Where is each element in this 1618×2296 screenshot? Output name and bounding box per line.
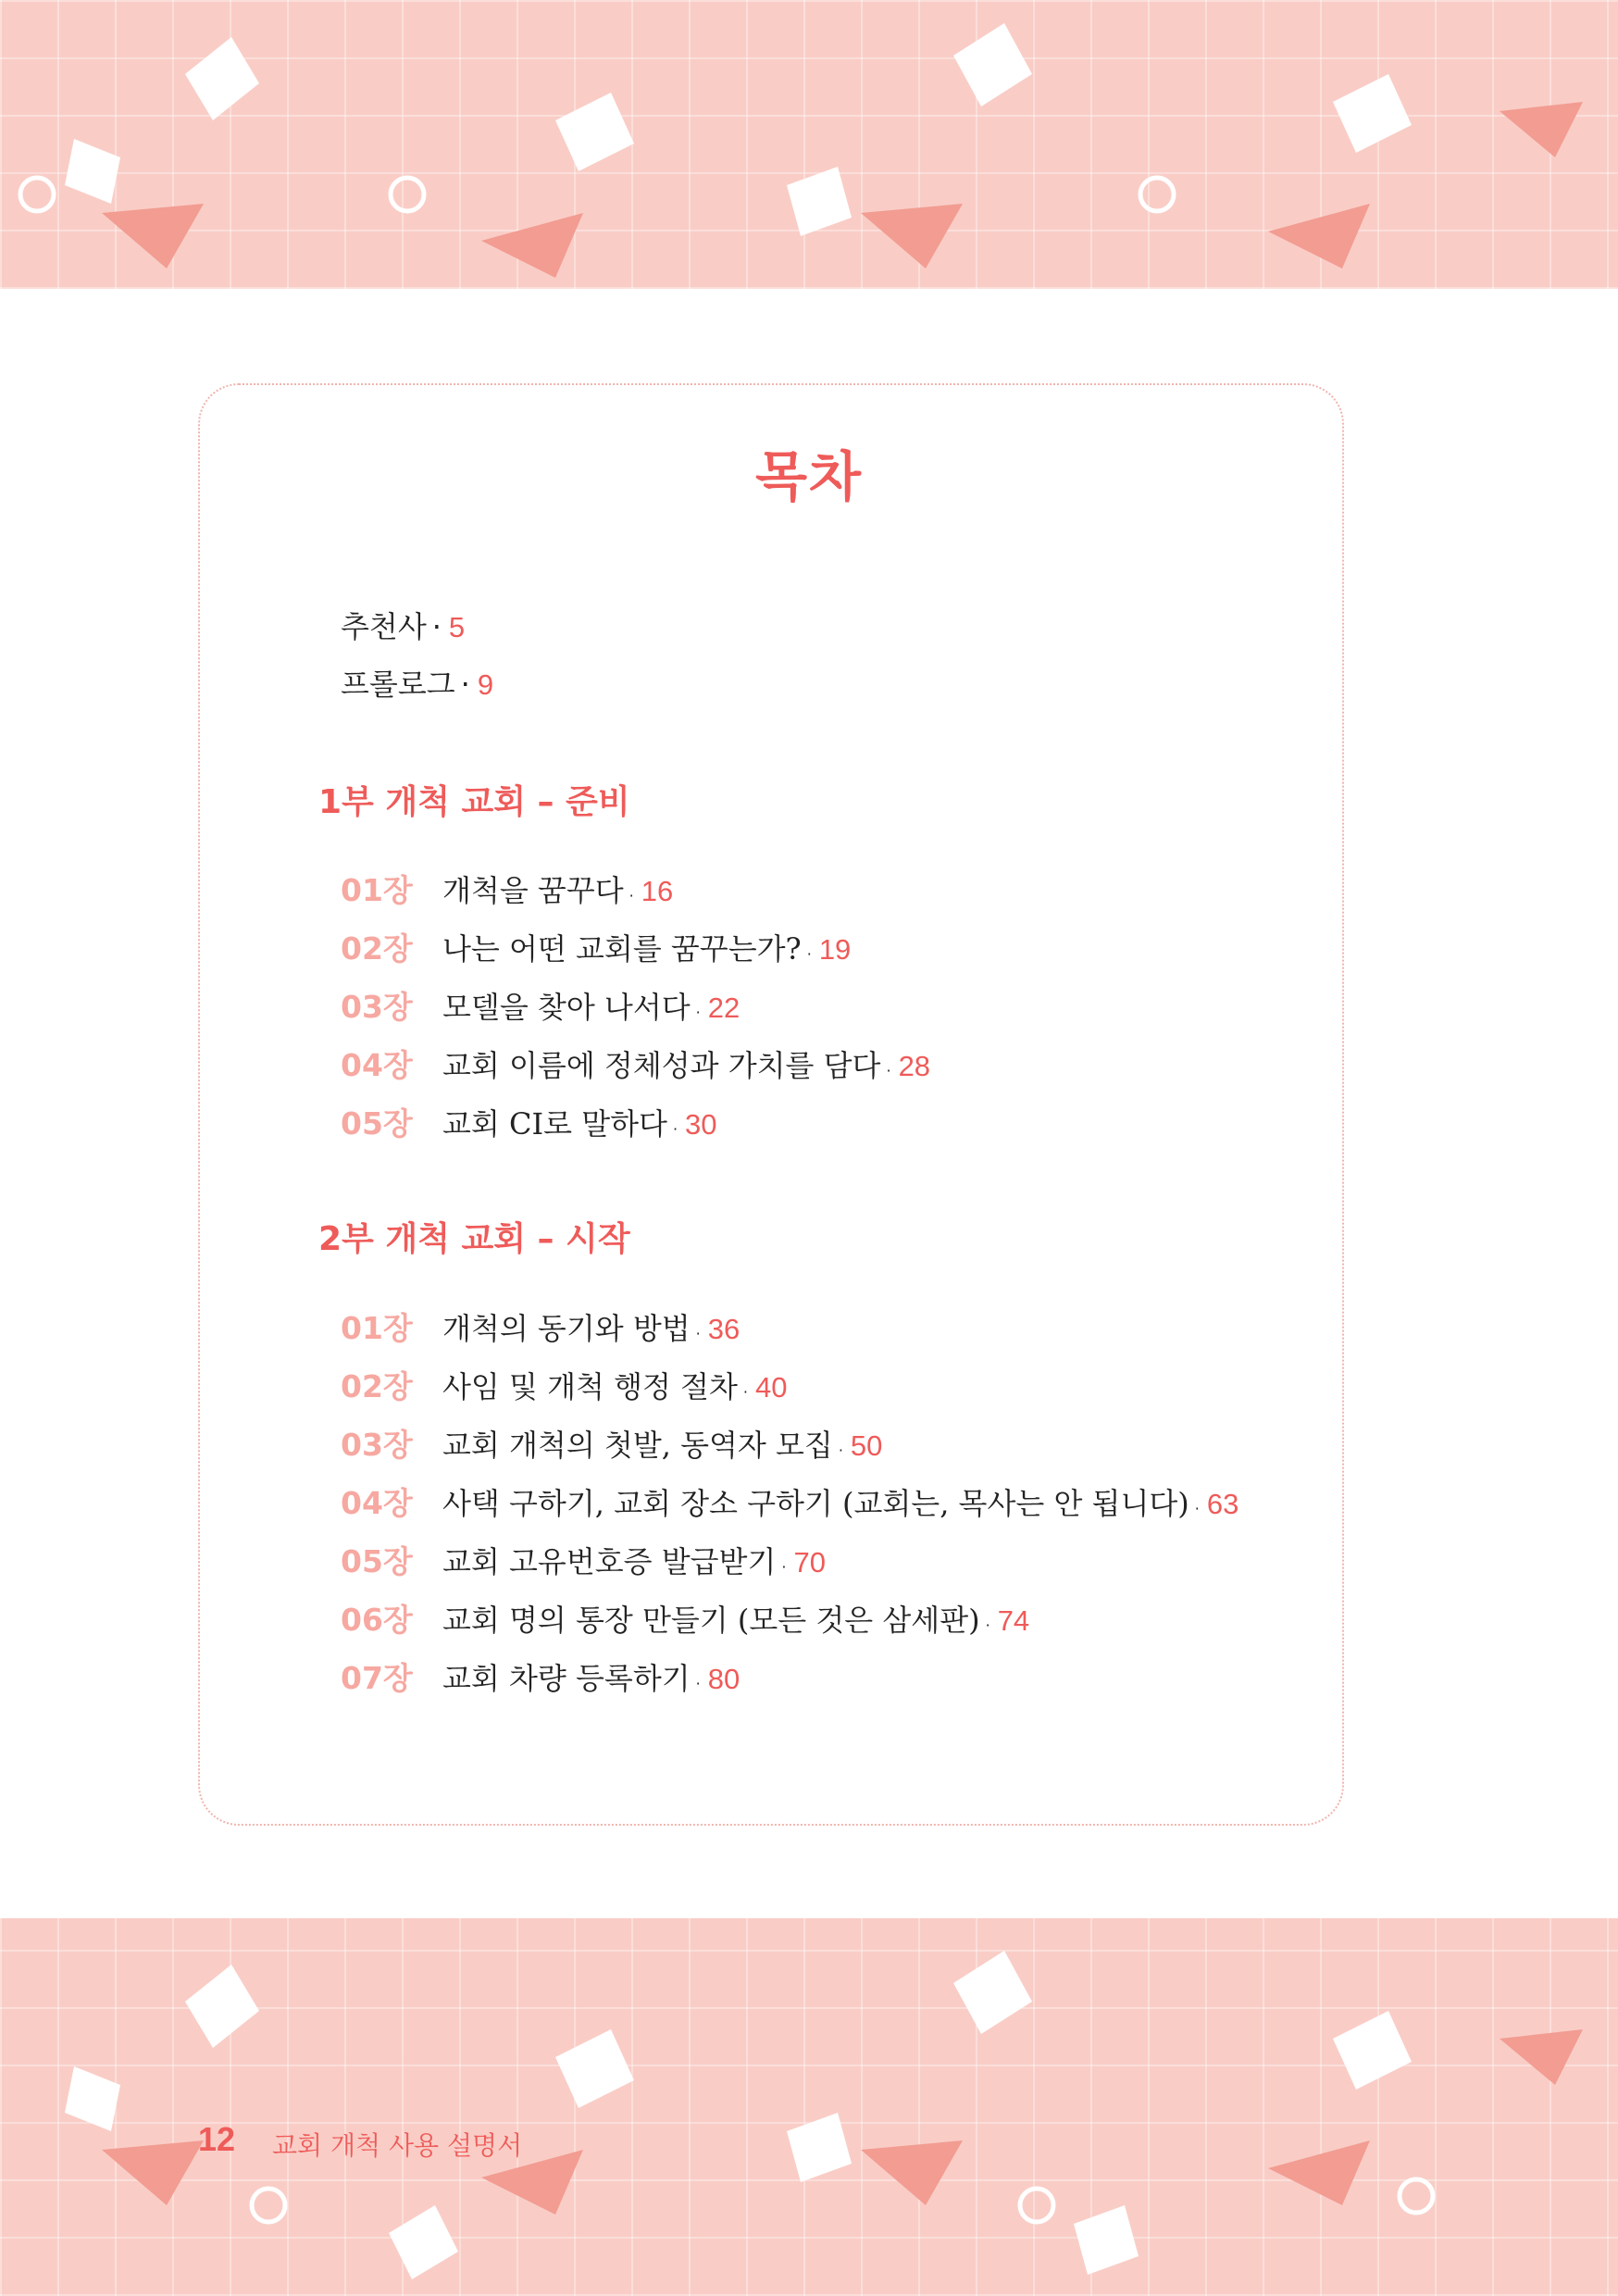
chapter-title: 사임 및 개척 행정 절차 — [442, 1369, 738, 1404]
chapter-number: 01장 — [341, 1310, 413, 1346]
chapter-entry[interactable] — [341, 1421, 882, 1466]
separator: · — [460, 667, 470, 702]
chapter-number: 05장 — [341, 1543, 413, 1579]
chapter-title: 교회 차량 등록하기 — [442, 1661, 691, 1696]
separator: · — [695, 1325, 701, 1342]
part-heading: 2부 개척 교회 – 시작 — [318, 1220, 630, 1258]
chapter-number: 02장 — [341, 930, 413, 967]
chapter-entry[interactable] — [341, 1304, 740, 1349]
separator: · — [1194, 1500, 1200, 1517]
chapter-entry[interactable] — [341, 925, 851, 969]
chapter-number: 02장 — [341, 1368, 413, 1404]
front-matter-item[interactable] — [341, 604, 465, 646]
separator: · — [695, 1004, 701, 1021]
chapter-entry[interactable] — [341, 867, 673, 911]
page-number: 28 — [898, 1050, 931, 1082]
chapter-title: 교회 고유번호증 발급받기 — [442, 1544, 777, 1579]
part-heading: 1부 개척 교회 – 준비 — [318, 783, 630, 821]
chapter-title: 교회 명의 통장 만들기 (모든 것은 삼세판) — [442, 1603, 980, 1638]
page-number: 22 — [707, 992, 741, 1024]
page-number: 74 — [997, 1604, 1030, 1637]
chapter-number: 05장 — [341, 1105, 413, 1142]
chapter-title: 교회 이름에 정체성과 가치를 담다 — [442, 1048, 881, 1083]
page-number: 50 — [850, 1429, 883, 1462]
chapter-number: 03장 — [341, 1427, 413, 1463]
page-number: 19 — [818, 933, 852, 966]
separator: · — [742, 1383, 748, 1401]
chapter-title: 개척의 동기와 방법 — [442, 1311, 691, 1346]
separator: · — [431, 609, 442, 644]
chapter-entry[interactable] — [341, 1479, 1238, 1524]
toc-title: 목차 — [754, 445, 864, 508]
chapter-entry[interactable] — [341, 1100, 717, 1144]
chapter-number: 07장 — [341, 1660, 413, 1696]
chapter-title: 사택 구하기, 교회 장소 구하기 (교회는, 목사는 안 됩니다) — [442, 1486, 1189, 1521]
chapter-number: 01장 — [341, 872, 413, 908]
separator: · — [886, 1062, 891, 1079]
page-number: 63 — [1206, 1488, 1239, 1520]
page-number: 5 — [448, 611, 466, 643]
chapter-title: 나는 어떤 교회를 꿈꾸는가? — [442, 931, 802, 967]
page-number: 70 — [793, 1546, 826, 1578]
page-number: 16 — [641, 875, 674, 907]
page-number: 9 — [477, 668, 494, 701]
chapter-entry[interactable] — [341, 1538, 826, 1582]
top-pattern-band — [0, 0, 1618, 289]
chapter-number: 06장 — [341, 1602, 413, 1638]
page-number: 30 — [685, 1108, 717, 1141]
chapter-entry[interactable] — [341, 1363, 787, 1407]
separator: · — [806, 945, 812, 963]
chapter-title: 교회 개척의 첫발, 동역자 모집 — [442, 1428, 833, 1463]
separator: · — [838, 1441, 843, 1459]
chapter-number: 04장 — [341, 1485, 413, 1521]
book-pattern-decoration — [0, 0, 1618, 289]
front-matter-item[interactable] — [341, 661, 493, 704]
bottom-pattern-band — [0, 1918, 1618, 2296]
chapter-number: 04장 — [341, 1047, 413, 1083]
chapter-number: 03장 — [341, 989, 413, 1025]
separator: · — [781, 1558, 787, 1576]
book-pattern-decoration — [0, 1918, 1618, 2296]
chapter-entry[interactable] — [341, 1654, 740, 1699]
chapter-title: 모델을 찾아 나서다 — [442, 990, 691, 1025]
footer-book-title: 교회 개척 사용 설명서 — [272, 2130, 523, 2161]
front-matter-label: 추천사 — [341, 609, 427, 644]
separator: · — [985, 1616, 990, 1634]
footer-page-number: 12 — [198, 2120, 236, 2158]
front-matter-label: 프롤로그 — [341, 667, 455, 702]
separator: · — [695, 1675, 701, 1692]
page-number: 36 — [707, 1313, 741, 1345]
chapter-title: 개척을 꿈꾸다 — [442, 873, 624, 908]
separator: · — [629, 887, 634, 905]
separator: · — [672, 1120, 678, 1138]
chapter-entry[interactable] — [341, 983, 740, 1028]
chapter-entry[interactable] — [341, 1596, 1029, 1641]
chapter-title: 교회 CI로 말하다 — [442, 1106, 667, 1142]
page-number: 80 — [707, 1663, 741, 1695]
page-number: 40 — [755, 1371, 788, 1404]
chapter-entry[interactable] — [341, 1042, 930, 1086]
